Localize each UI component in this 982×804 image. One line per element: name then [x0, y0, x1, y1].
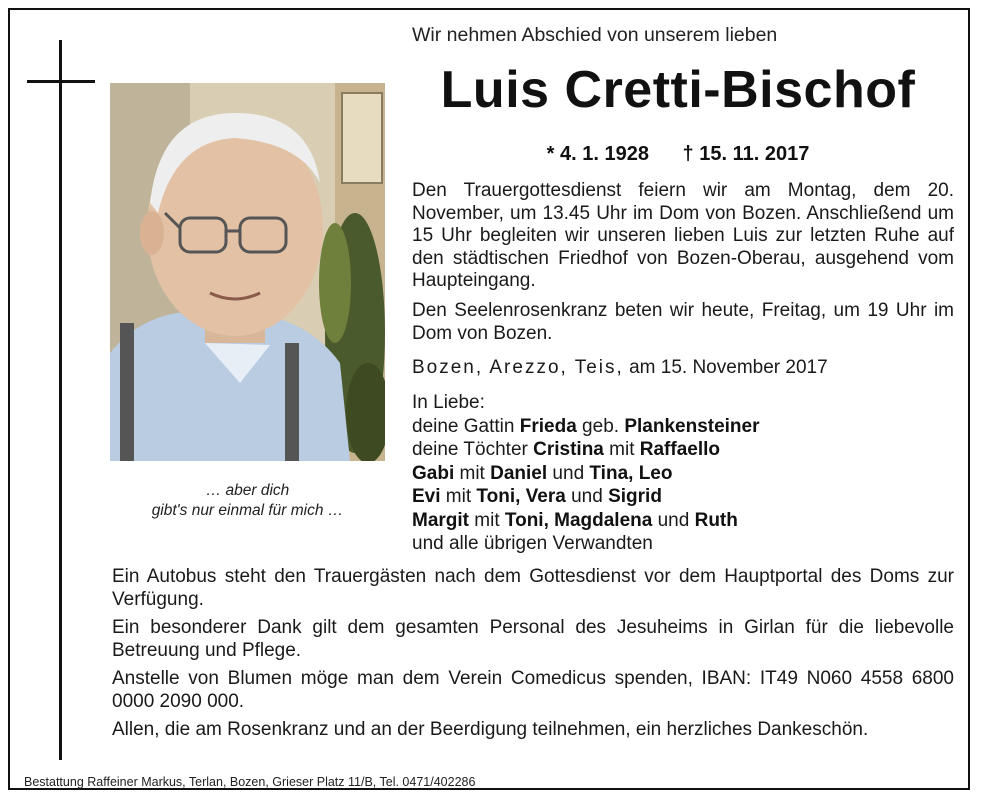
mourner-name: Raffaello	[639, 439, 721, 460]
thanks-all-paragraph: Allen, die am Rosenkranz und an der Beerdigung teilnehmen, ein herzliches Dankeschön.	[112, 719, 869, 740]
thanks-staff-paragraph: Ein besonderer Dank gilt dem gesamten Personal des Jesuheims in Girlan für die liebevolle Betreuung und Pflege.	[112, 617, 954, 661]
intro-text: Wir nehmen Abschied von unserem lieben	[412, 24, 778, 46]
mourner-name: Gabi	[412, 462, 455, 484]
mourner-text: mit	[440, 486, 477, 507]
mourner-name: Evi	[412, 486, 441, 507]
place-date	[412, 357, 828, 379]
notice-date: am 15. November 2017	[629, 357, 828, 378]
birth-date: * 4. 1. 1928	[546, 143, 649, 165]
mourner-line	[412, 462, 760, 486]
mourner-text: deine Gattin	[412, 415, 520, 437]
mourner-text: mit	[603, 439, 640, 460]
bus-paragraph: Ein Autobus steht den Trauergästen nach dem Gottesdienst vor dem Hauptportal des Doms zur Verfügung.	[112, 566, 954, 610]
mourner-text: mit	[454, 462, 491, 484]
quote-line-1: … aber dich	[205, 482, 290, 499]
mourner-line	[412, 485, 760, 509]
life-dates	[412, 143, 944, 166]
mourner-line	[412, 415, 760, 439]
cross-icon	[59, 40, 62, 760]
mourner-name: Daniel	[490, 462, 548, 484]
mourner-line-others: und alle übrigen Verwandten	[412, 533, 653, 554]
cross-icon-bar	[27, 80, 95, 83]
mourner-name: Margit	[412, 509, 469, 531]
mourners-list	[412, 391, 760, 556]
portrait-photo	[110, 83, 385, 461]
mourner-text: deine Töchter	[412, 439, 534, 460]
mourner-name: Toni, Magdalena	[504, 509, 653, 531]
quote	[110, 481, 385, 521]
mourner-text: und	[652, 509, 695, 531]
deceased-name: Luis Cretti-Bischof	[440, 61, 916, 119]
mourner-name: Sigrid	[608, 486, 662, 507]
mourner-name: Frieda	[519, 415, 577, 437]
mourner-line	[412, 509, 760, 533]
place-towns: Bozen, Arezzo, Teis,	[412, 357, 624, 378]
mourner-name: Tina, Leo	[589, 462, 673, 484]
death-date: † 15. 11. 2017	[682, 143, 810, 165]
quote-line-2: gibt's nur einmal für mich …	[151, 502, 344, 519]
mourners-heading: In Liebe:	[412, 392, 485, 413]
rosary-paragraph: Den Seelenrosenkranz beten wir heute, Freitag, um 19 Uhr im Dom von Bozen.	[412, 300, 954, 344]
funeral-home-footer: Bestattung Raffeiner Markus, Terlan, Bozen, Grieser Platz 11/B, Tel. 0471/402286	[24, 775, 476, 789]
mourner-text: mit	[469, 509, 505, 531]
mourner-name: Plankensteiner	[624, 415, 760, 437]
mourner-name: Ruth	[694, 509, 738, 531]
mourner-name: Toni, Vera	[476, 486, 566, 507]
mourner-text: und	[565, 486, 609, 507]
mourner-text: geb.	[576, 415, 625, 437]
service-paragraph: Den Trauergottesdienst feiern wir am Montag, dem 20. November, um 13.45 Uhr im Dom von Bozen. Anschließend um 15 Uhr begleiten wir unseren lieben Luis zur letzten Ruhe auf den städtischen Friedhof von Bozen-Oberau, ausgehend vom Haupteingang.	[412, 180, 954, 291]
mourner-name: Cristina	[533, 439, 604, 460]
mourner-text: und	[547, 462, 590, 484]
donation-paragraph: Anstelle von Blumen möge man dem Verein Comedicus spenden, IBAN: IT49 N060 4558 6800 0000 2090 000.	[112, 668, 954, 712]
mourner-line	[412, 438, 760, 462]
